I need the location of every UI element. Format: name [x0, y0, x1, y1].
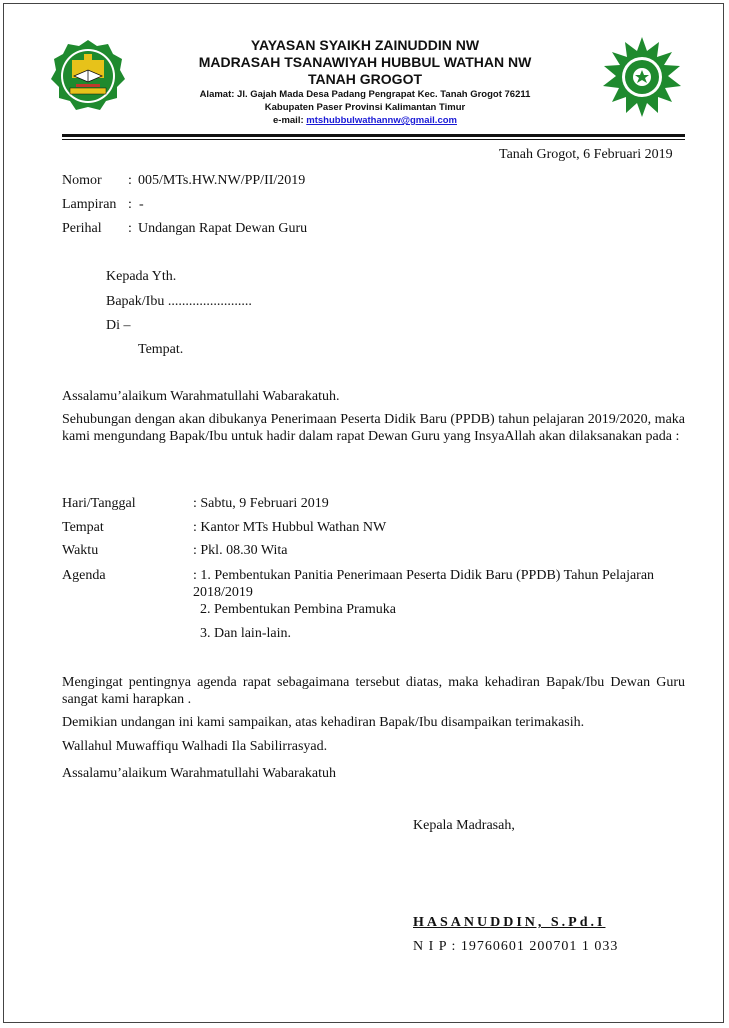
detail-label-time: Waktu — [62, 543, 99, 558]
school-location: TANAH GROGOT — [307, 71, 423, 87]
letterhead — [140, 37, 590, 127]
meta-label-perihal: Perihal — [62, 221, 102, 236]
detail-label-date: Hari/Tanggal — [62, 496, 136, 511]
email-label: e-mail: — [273, 115, 307, 126]
school-region: Kabupaten Paser Provinsi Kalimantan Timur — [264, 102, 466, 113]
school-address: Alamat: Jl. Gajah Mada Desa Padang Pengrapat Kec. Tanah Grogot 76211 — [199, 89, 531, 100]
signature-name: HASANUDDIN, S.Pd.I — [413, 915, 606, 930]
detail-value-time: : Pkl. 08.30 Wita — [193, 543, 288, 558]
meta-sep-nomor: : — [128, 173, 132, 188]
meta-value-nomor: 005/MTs.HW.NW/PP/II/2019 — [138, 173, 306, 188]
agenda-item1: : 1. Pembentukan Panitia Penerimaan Peserta Didik Baru (PPDB) Tahun Pelajaran — [193, 568, 655, 583]
header-rule-thick — [62, 134, 685, 137]
recipient-line2: Bapak/Ibu ........................ — [106, 294, 252, 309]
agenda-item3: 3. Dan lain-lain. — [200, 626, 291, 641]
meta-label-lampiran: Lampiran — [62, 197, 117, 212]
foundation-name: YAYASAN SYAIKH ZAINUDDIN NW — [250, 37, 480, 53]
header-rule-thin — [62, 139, 685, 140]
nahdlatul-wathan-star-icon — [601, 36, 683, 118]
meta-value-perihal: Undangan Rapat Dewan Guru — [138, 221, 308, 236]
letter-date: Tanah Grogot, 6 Februari 2019 — [499, 147, 673, 162]
recipient-line1: Kepada Yth. — [106, 269, 177, 284]
closing-greeting: Assalamu’alaikum Warahmatullahi Wabarakatuh — [62, 766, 337, 781]
intro-paragraph: Sehubungan dengan akan dibukanya Penerimaan Peserta Didik Baru (PPDB) tahun pelajaran 2019/2020, maka kami mengundang Bapak/Ibu untuk hadir dalam rapat Dewan Guru yang InsyaAllah akan dilaksanakan pada : — [62, 412, 685, 444]
detail-label-agenda: Agenda — [62, 568, 106, 583]
detail-value-date: : Sabtu, 9 Februari 2019 — [193, 496, 329, 511]
school-emblem-icon — [50, 38, 126, 114]
meta-sep-perihal: : — [128, 221, 132, 236]
agenda-item1-cont: 2018/2019 — [193, 585, 253, 600]
email-line — [140, 114, 590, 127]
detail-value-place: : Kantor MTs Hubbul Wathan NW — [193, 520, 387, 535]
recipient-line3: Di – — [106, 318, 131, 333]
meta-label-nomor: Nomor — [62, 173, 102, 188]
meta-sep-lampiran: : — [128, 197, 132, 212]
email-link[interactable]: mtshubbulwathannw@gmail.com — [306, 115, 457, 126]
greeting: Assalamu’alaikum Warahmatullahi Wabarakatuh. — [62, 389, 340, 404]
meta-value-lampiran: - — [139, 197, 144, 212]
detail-label-place: Tempat — [62, 520, 104, 535]
school-name: MADRASAH TSANAWIYAH HUBBUL WATHAN NW — [198, 54, 532, 70]
closing-paragraph-2: Demikian undangan ini kami sampaikan, atas kehadiran Bapak/Ibu disampaikan terimakasih. — [62, 715, 585, 730]
signature-title: Kepala Madrasah, — [413, 818, 515, 833]
recipient-line4: Tempat. — [138, 342, 184, 357]
closing-paragraph-3: Wallahul Muwaffiqu Walhadi Ila Sabilirrasyad. — [62, 739, 328, 754]
agenda-item2: 2. Pembentukan Pembina Pramuka — [200, 602, 396, 617]
signature-nip: N I P : 19760601 200701 1 033 — [413, 939, 619, 954]
closing-paragraph-1: Mengingat pentingnya agenda rapat sebagaimana tersebut diatas, maka kehadiran Bapak/Ibu Dewan Guru sangat kami harapkan . — [62, 675, 685, 707]
